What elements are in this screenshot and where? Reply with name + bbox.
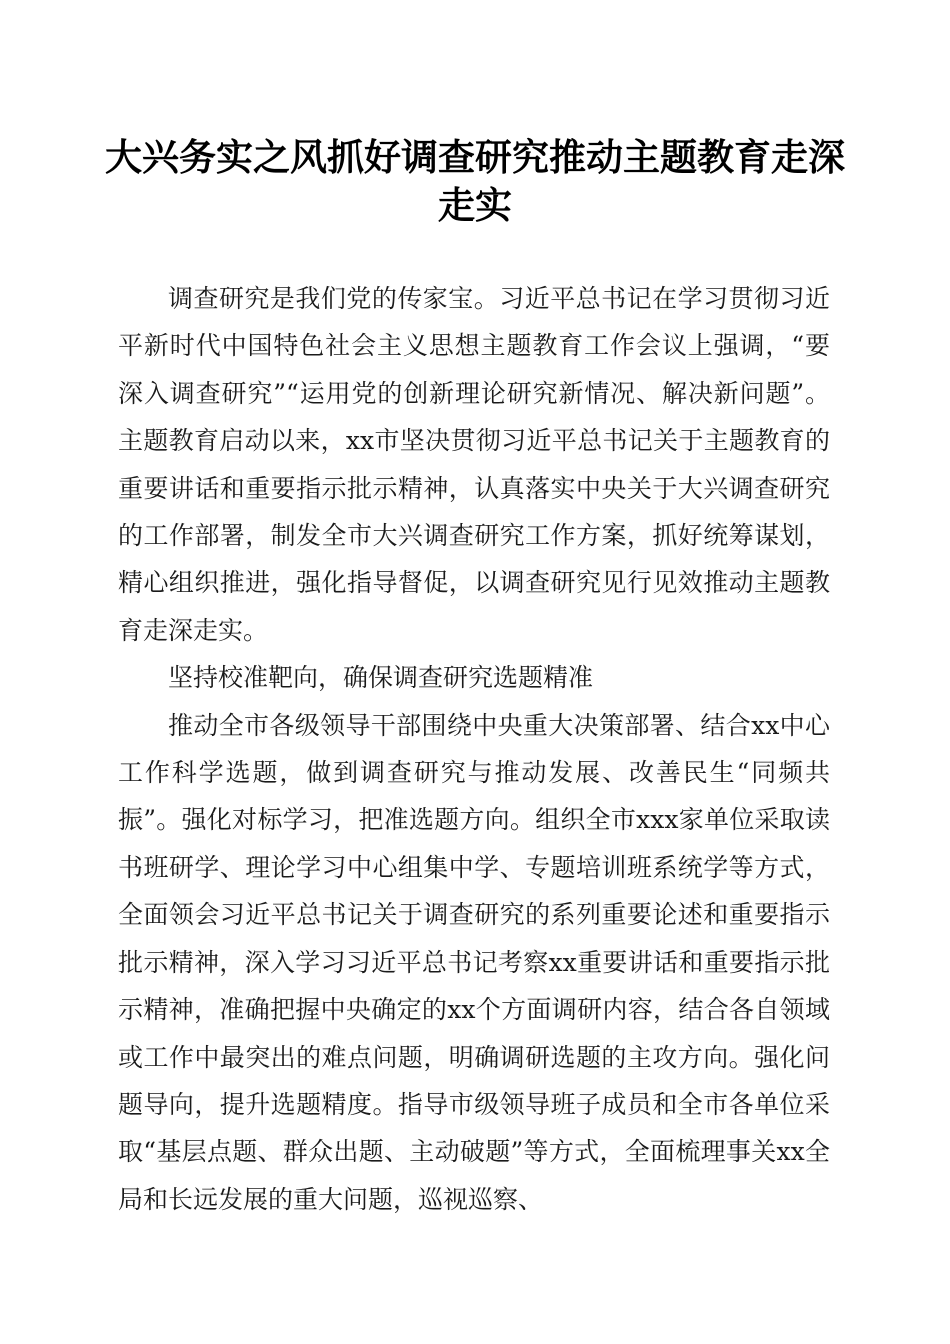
paragraph-section-1: 推动全市各级领导干部围绕中央重大决策部署、结合xx中心工作科学选题，做到调查研究与推动发展、改善民生“同频共振”。强化对标学习，把准选题方向。组织全市xxx家单位采取读书班研学、理论学习中心组集中学、专题培训班系统学等方式，全面领会习近平总书记关于调查研究的系列重要论述和重要指示批示精神，深入学习习近平总书记考察xx重要讲话和重要指示批示精神，准确把握中央确定的xx个方面调研内容，结合各自领域或工作中最突出的难点问题，明确调研选题的主攻方向。强化问题导向，提升选题精度。指导市级领导班子成员和全市各单位采取“基层点题、群众出题、主动破题”等方式，全面梳理事关xx全局和长远发展的重大问题，巡视巡察、 [118,710,830,1214]
document-title: 大兴务实之风抓好调查研究推动主题教育走深走实 [105,135,845,227]
section-heading: 坚持校准靶向，确保调查研究选题精准 [168,663,594,693]
paragraph-intro: 调查研究是我们党的传家宝。习近平总书记在学习贯彻习近平新时代中国特色社会主义思想主题教育工作会议上强调，“要深入调查研究”“运用党的创新理论研究新情况、解决新问题”。主题教育启动以来，xx市坚决贯彻习近平总书记关于主题教育的重要讲话和重要指示批示精神，认真落实中央关于大兴调查研究的工作部署，制发全市大兴调查研究工作方案，抓好统筹谋划，精心组织推进，强化指导督促，以调查研究见行见效推动主题教育走深走实。 [118,284,830,645]
document-body [118,275,830,1223]
